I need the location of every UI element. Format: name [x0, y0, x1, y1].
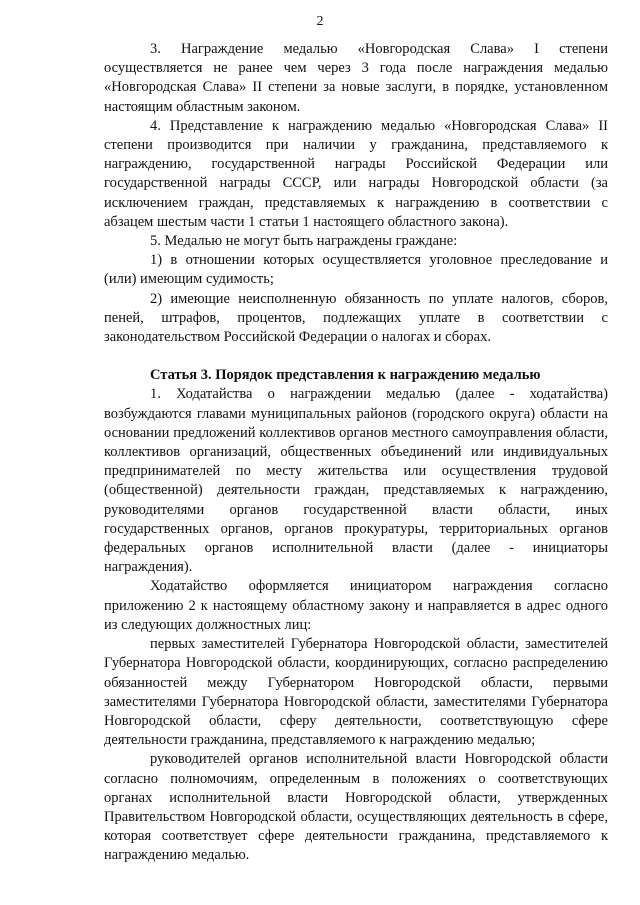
paragraph-article2-part5-item2: 2) имеющие неисполненную обязанность по уплате налогов, сборов, пеней, штрафов, процентов, подлежащих уплате в соответствии с законодательством Российской Федерации о налогах и сборах.	[104, 290, 608, 346]
paragraph-article3-heads: руководителей органов исполнительной власти Новгородской области согласно полномочиям, определенным в положениях о соответствующих органах исполнительной власти Новгородской области, утвержденных Правительством Новгородской области, осуществляющих деятельность в сфере, которая соответствует сфере деятельности гражданина, представляемого к награждению медалью.	[104, 751, 608, 864]
document-body	[104, 40, 608, 866]
paragraph-article2-part4: 4. Представление к награждению медалью «Новгородская Слава» II степени производится при наличии у гражданина, представляемого к награждению, государственной награды Российской Федерации или государственной награды СССР, или награды Новгородской области (за исключением граждан, представляемых к награждению в соответствии с абзацем шестым части 1 статьи 1 настоящего областного закона).	[104, 117, 608, 230]
paragraph-article2-part5: 5. Медалью не могут быть награждены граждане:	[150, 233, 458, 250]
paragraph-article3-deputies: первых заместителей Губернатора Новгородской области, заместителей Губернатора Новгородской области, координирующих, согласно распределению обязанностей между Губернатором Новгородской области, первыми заместителями Губернатора Новгородской области, заместителями Губернатора Новгородской области, сферу деятельности, соответствующую сфере деятельности гражданина, представляемого к награждению медалью;	[104, 636, 608, 749]
paragraph-article3-petition: Ходатайство оформляется инициатором награждения согласно приложению 2 к настоящему областному закону и направляется в адрес одного из следующих должностных лиц:	[104, 578, 608, 633]
paragraph-article2-part3: 3. Награждение медалью «Новгородская Слава» I степени осуществляется не ранее чем через 3 года после награждения медалью «Новгородская Слава» II степени за новые заслуги, в порядке, установленном настоящим областным законом.	[104, 41, 608, 115]
paragraph-article3-part1: 1. Ходатайства о награждении медалью (далее - ходатайства) возбуждаются главами муниципальных районов (городского округа) области на основании предложений коллективов органов местного самоуправления области, коллективов организаций, общественных объединений или индивидуальных предпринимателей по месту жительства или осуществления трудовой (общественной) деятельности граждан, представляемых к награждению, руководителями органов государственной власти области, иных государственных органов, органов прокуратуры, территориальных органов федеральных органов исполнительной власти (далее - инициаторы награждения).	[104, 386, 608, 576]
page-number: 2	[316, 14, 324, 29]
paragraph-article2-part5-item1: 1) в отношении которых осуществляется уголовное преследование и (или) имеющим судимость;	[104, 252, 608, 288]
article-3-heading: Статья 3. Порядок представления к награждению медалью	[150, 367, 541, 384]
